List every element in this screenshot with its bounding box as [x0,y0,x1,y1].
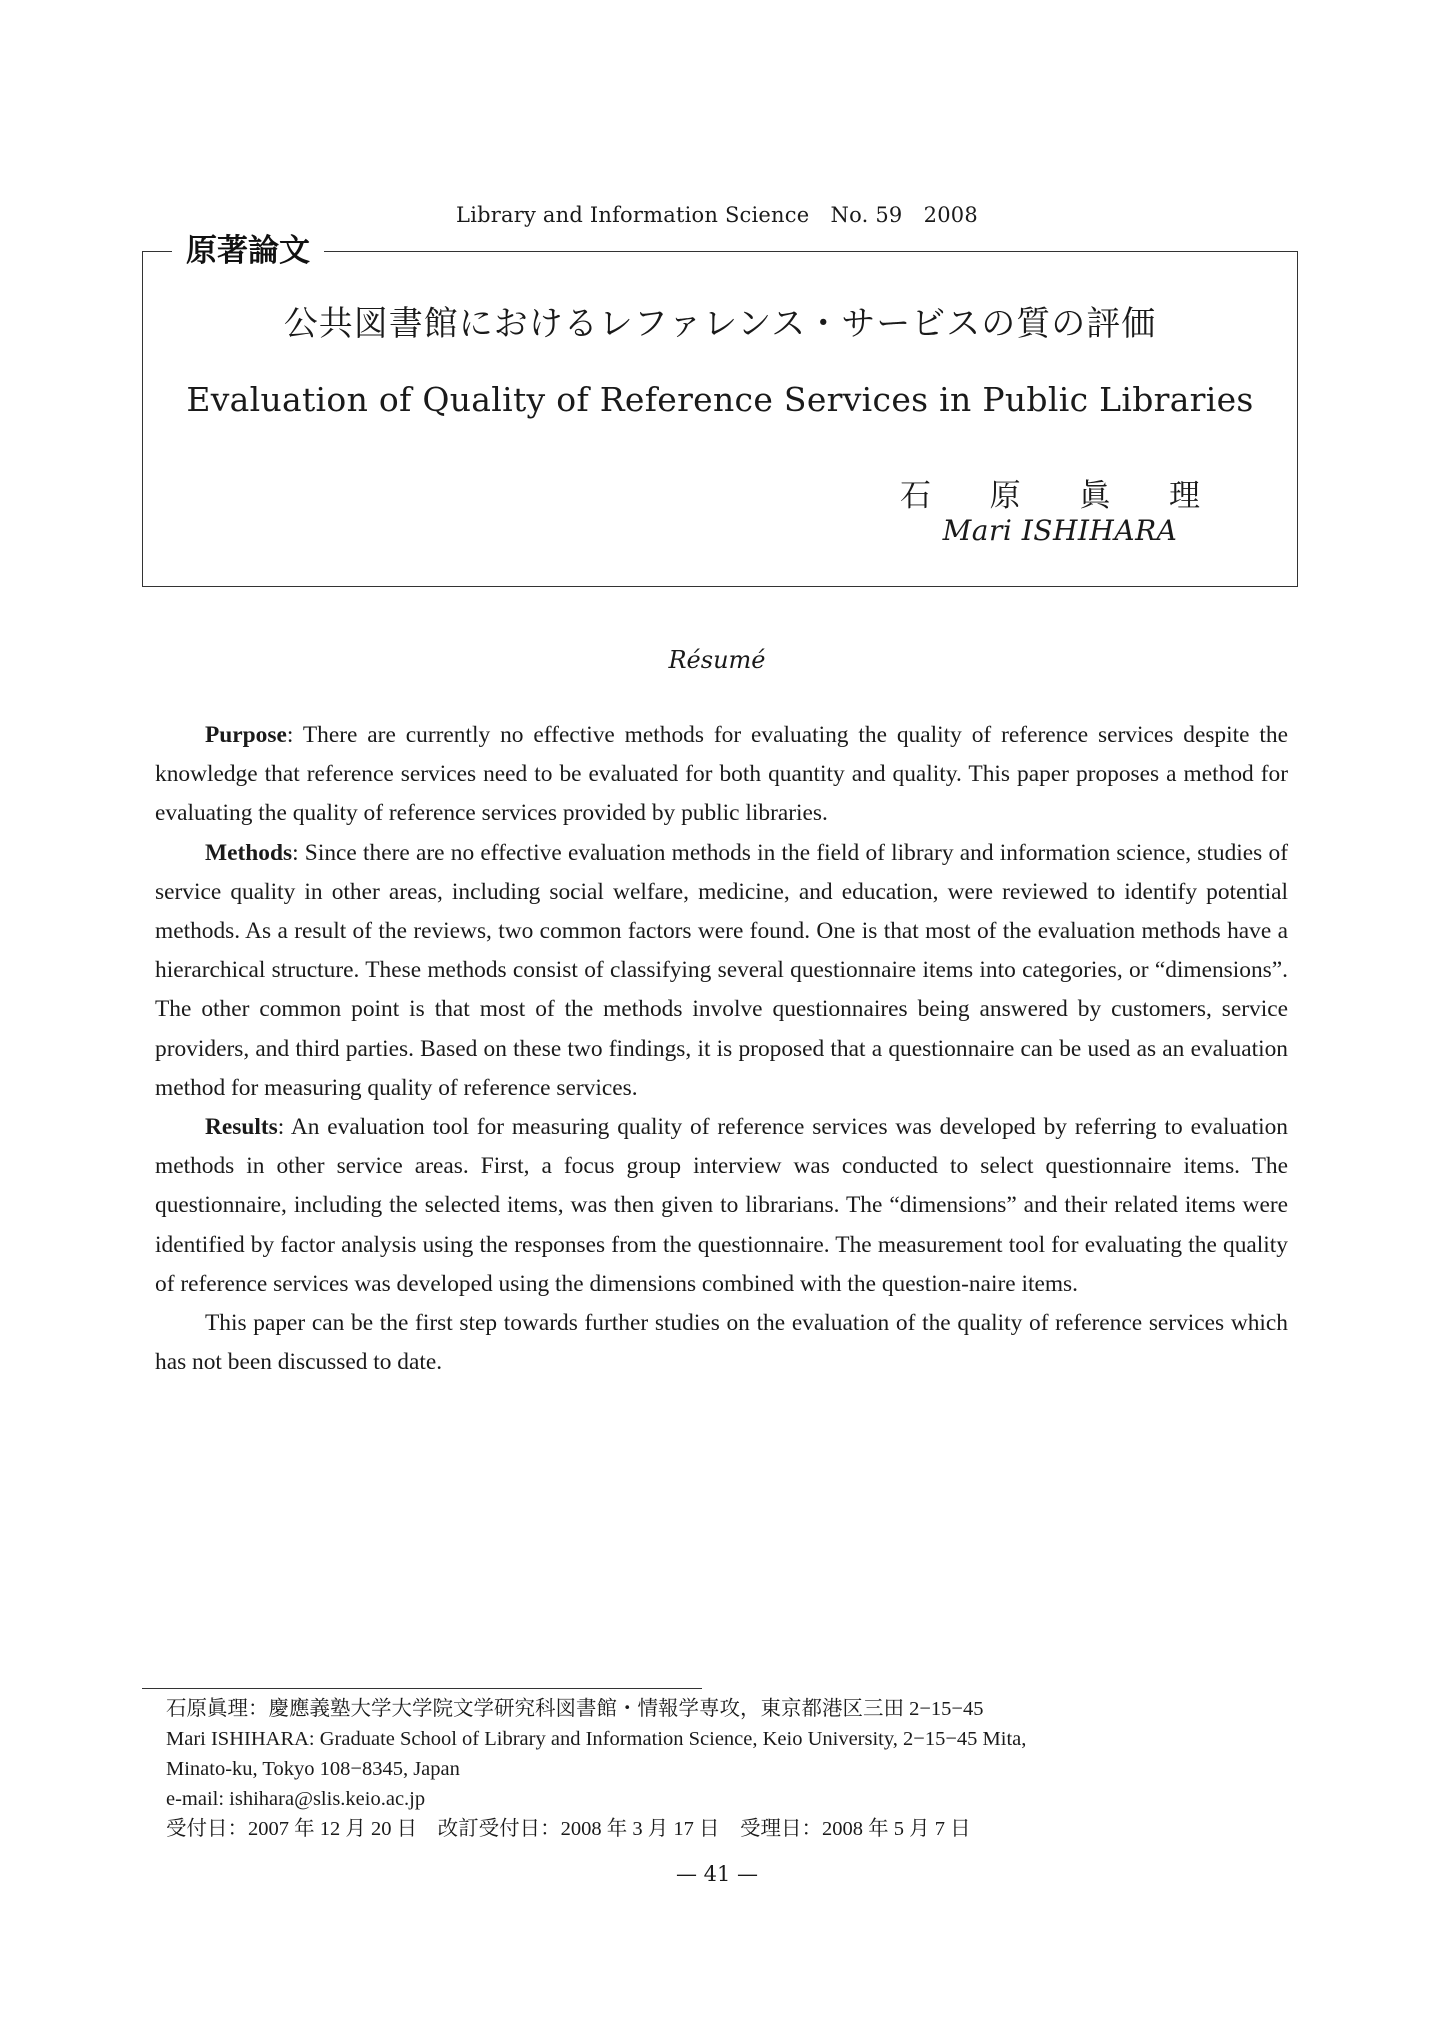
page-number: — 41 — [675,1862,759,1886]
abstract-body [155,716,1288,1382]
affiliation-english-line2: Minato-ku, Tokyo 108−8345, Japan [166,1758,460,1780]
affiliation-japanese: 石原眞理：慶應義塾大学大学院文学研究科図書館・情報学専攻，東京都港区三田 2−15−45 [166,1698,984,1720]
paragraph-lead: Purpose [205,722,287,748]
author-char: 眞 [1079,478,1111,514]
title-japanese: 公共図書館におけるレファレンス・サービスの質の評価 [283,304,1157,344]
abstract-paragraph-methods [155,834,1288,1108]
abstract-paragraph-results [155,1108,1288,1304]
author-name-japanese [900,470,1200,515]
author-char: 理 [1168,478,1200,514]
author-char: 原 [989,478,1021,514]
article-type-label: 原著論文 [172,230,324,272]
author-char: 石 [900,478,931,514]
resume-heading: Résumé [668,646,766,674]
paragraph-lead: Methods [205,839,293,866]
paragraph-text: : There are currently no effective methods for evaluating the quality of reference services despite the knowledge that reference services need to be evaluated for both quantity and quality. This paper proposes a method for evaluating the quality of reference services provided by public libraries. [155,722,1288,827]
footnote-divider [142,1688,702,1689]
submission-dates: 受付日：2007 年 12 月 20 日 改訂受付日：2008 年 3 月 17 日 受理日：2008 年 5 月 7 日 [166,1818,971,1840]
author-name-english: Mari ISHIHARA [942,514,1178,547]
paragraph-text: This paper can be the first step towards further studies on the evaluation of the quality of reference services which has not been discussed to date. [155,1310,1288,1376]
title-english: Evaluation of Quality of Reference Services in Public Libraries [186,380,1254,419]
footnote [166,1694,1296,1844]
paragraph-lead: Results [205,1114,278,1141]
abstract-paragraph-conclusion [155,1304,1288,1382]
email: e-mail: ishihara@slis.keio.ac.jp [166,1788,426,1810]
abstract-paragraph-purpose [155,716,1288,834]
affiliation-english-line1: Mari ISHIHARA: Graduate School of Library and Information Science, Keio University, 2−15−45 Mita, [166,1728,1027,1750]
journal-header: Library and Information Science No. 59 2008 [456,203,978,227]
paragraph-text: : Since there are no effective evaluation methods in the field of library and information science, studies of service quality in other areas, including social welfare, medicine, and education, were reviewed to identify potential methods. As a result of the reviews, two common factors were found. One is that most of the evaluation methods have a hierarchical structure. These methods consist of classifying several questionnaire items into categories, or “dimensions”. The other common point is that most of the methods involve questionnaires being answered by customers, service providers, and third parties. Based on these two findings, it is proposed that a questionnaire can be used as an evaluation method for measuring quality of reference services. [155,839,1288,1101]
paragraph-text: : An evaluation tool for measuring quality of reference services was developed by referring to evaluation methods in other service areas. First, a focus group interview was conducted to select questionnaire items. The questionnaire, including the selected items, was then given to librarians. The “dimensions” and their related items were identified by factor analysis using the responses from the questionnaire. The measurement tool for evaluating the quality of reference services was developed using the dimensions combined with the question-naire items. [155,1114,1288,1297]
